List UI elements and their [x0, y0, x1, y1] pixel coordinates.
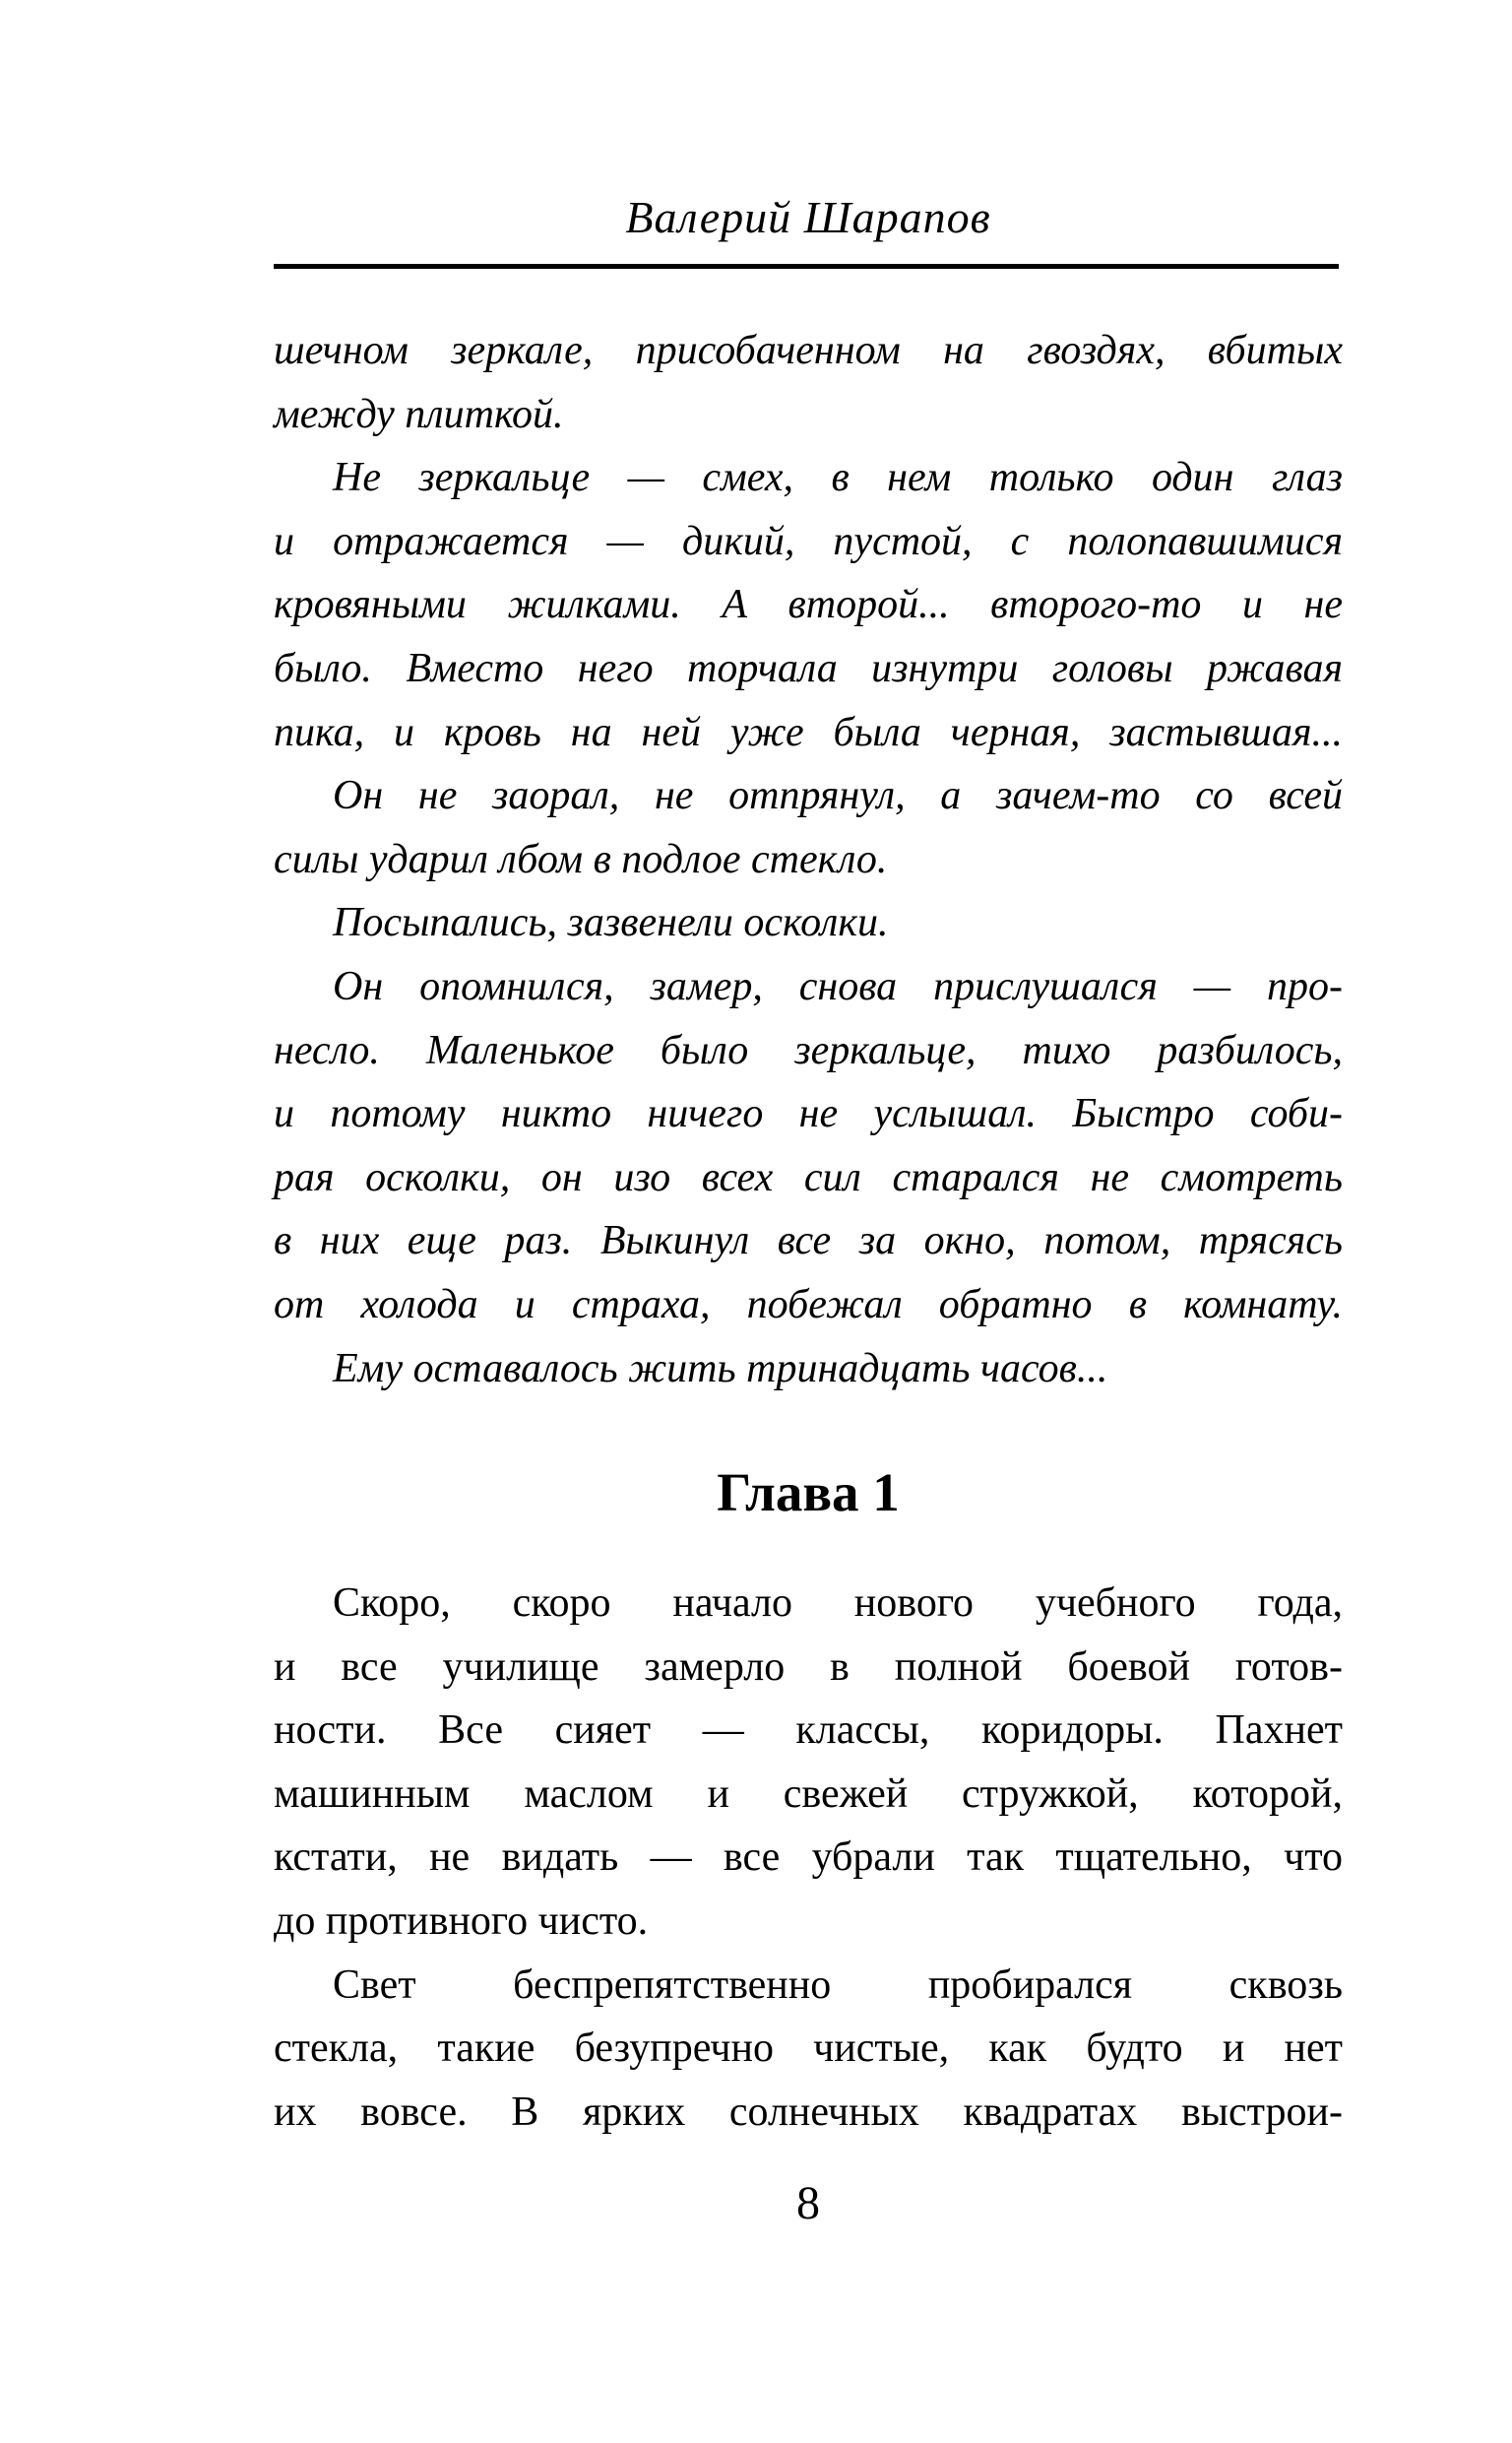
text-line: рая осколки, он изо всех сил старался не смотреть [274, 1154, 1343, 1200]
text-line: Он опомнился, замер, снова прислушался — про- [333, 963, 1343, 1009]
text-line: машинным маслом и свежей стружкой, которой, [274, 1770, 1343, 1817]
text-line: до противного чисто. [274, 1897, 649, 1944]
text-line: кровяными жилками. А второй... второго-то и не [274, 582, 1343, 628]
running-header-author: Валерий Шарапов [625, 192, 991, 242]
text-line: стекла, такие безупречно чистые, как будто и нет [274, 2025, 1343, 2072]
text-line: силы ударил лбом в подлое стекло. [274, 836, 888, 882]
text-line: шечном зеркале, присобаченном на гвоздях, вбитых [274, 328, 1343, 373]
text-line: Посыпались, зазвенели осколки. [333, 900, 889, 946]
text-line: в них еще раз. Выкинул все за окно, потом, трясясь [274, 1218, 1343, 1264]
text-line: от холода и страха, побежал обратно в комнату. [274, 1281, 1343, 1327]
text-line: их вовсе. В ярких солнечных квадратах выстрои- [274, 2089, 1343, 2135]
text-line: Ему оставалось жить тринадцать часов... [333, 1345, 1108, 1391]
header-rule [274, 264, 1339, 269]
text-line: и отражается — дикий, пустой, с полопавшимися [274, 518, 1343, 564]
text-line: кстати, не видать — все убрали так тщательно, что [274, 1834, 1343, 1881]
text-line: Он не заорал, не отпрянул, а зачем-то со всей [333, 773, 1343, 819]
text-line: Скоро, скоро начало нового учебного года, [333, 1580, 1343, 1626]
chapter-heading: Глава 1 [717, 1462, 900, 1522]
text-line: между плиткой. [274, 391, 564, 437]
text-line: несло. Маленькое было зеркальце, тихо разбилось, [274, 1027, 1343, 1073]
prologue-section [274, 319, 1343, 1400]
text-line: пика, и кровь на ней уже была черная, застывшая... [274, 709, 1343, 755]
text-line: ности. Все сияет — классы, коридоры. Пахнет [274, 1707, 1343, 1754]
text-line: было. Вместо него торчала изнутри головы ржавая [274, 645, 1343, 691]
text-line: и все училище замерло в полной боевой готов- [274, 1643, 1343, 1690]
text-line: Не зеркальце — смех, в нем только один глаз [333, 455, 1343, 501]
text-line: и потому никто ничего не услышал. Быстро соби- [274, 1091, 1343, 1137]
text-line: Свет беспрепятственно пробирался сквозь [333, 1961, 1343, 2008]
chapter-body-section [274, 1572, 1343, 2144]
page-number: 8 [796, 2177, 820, 2229]
